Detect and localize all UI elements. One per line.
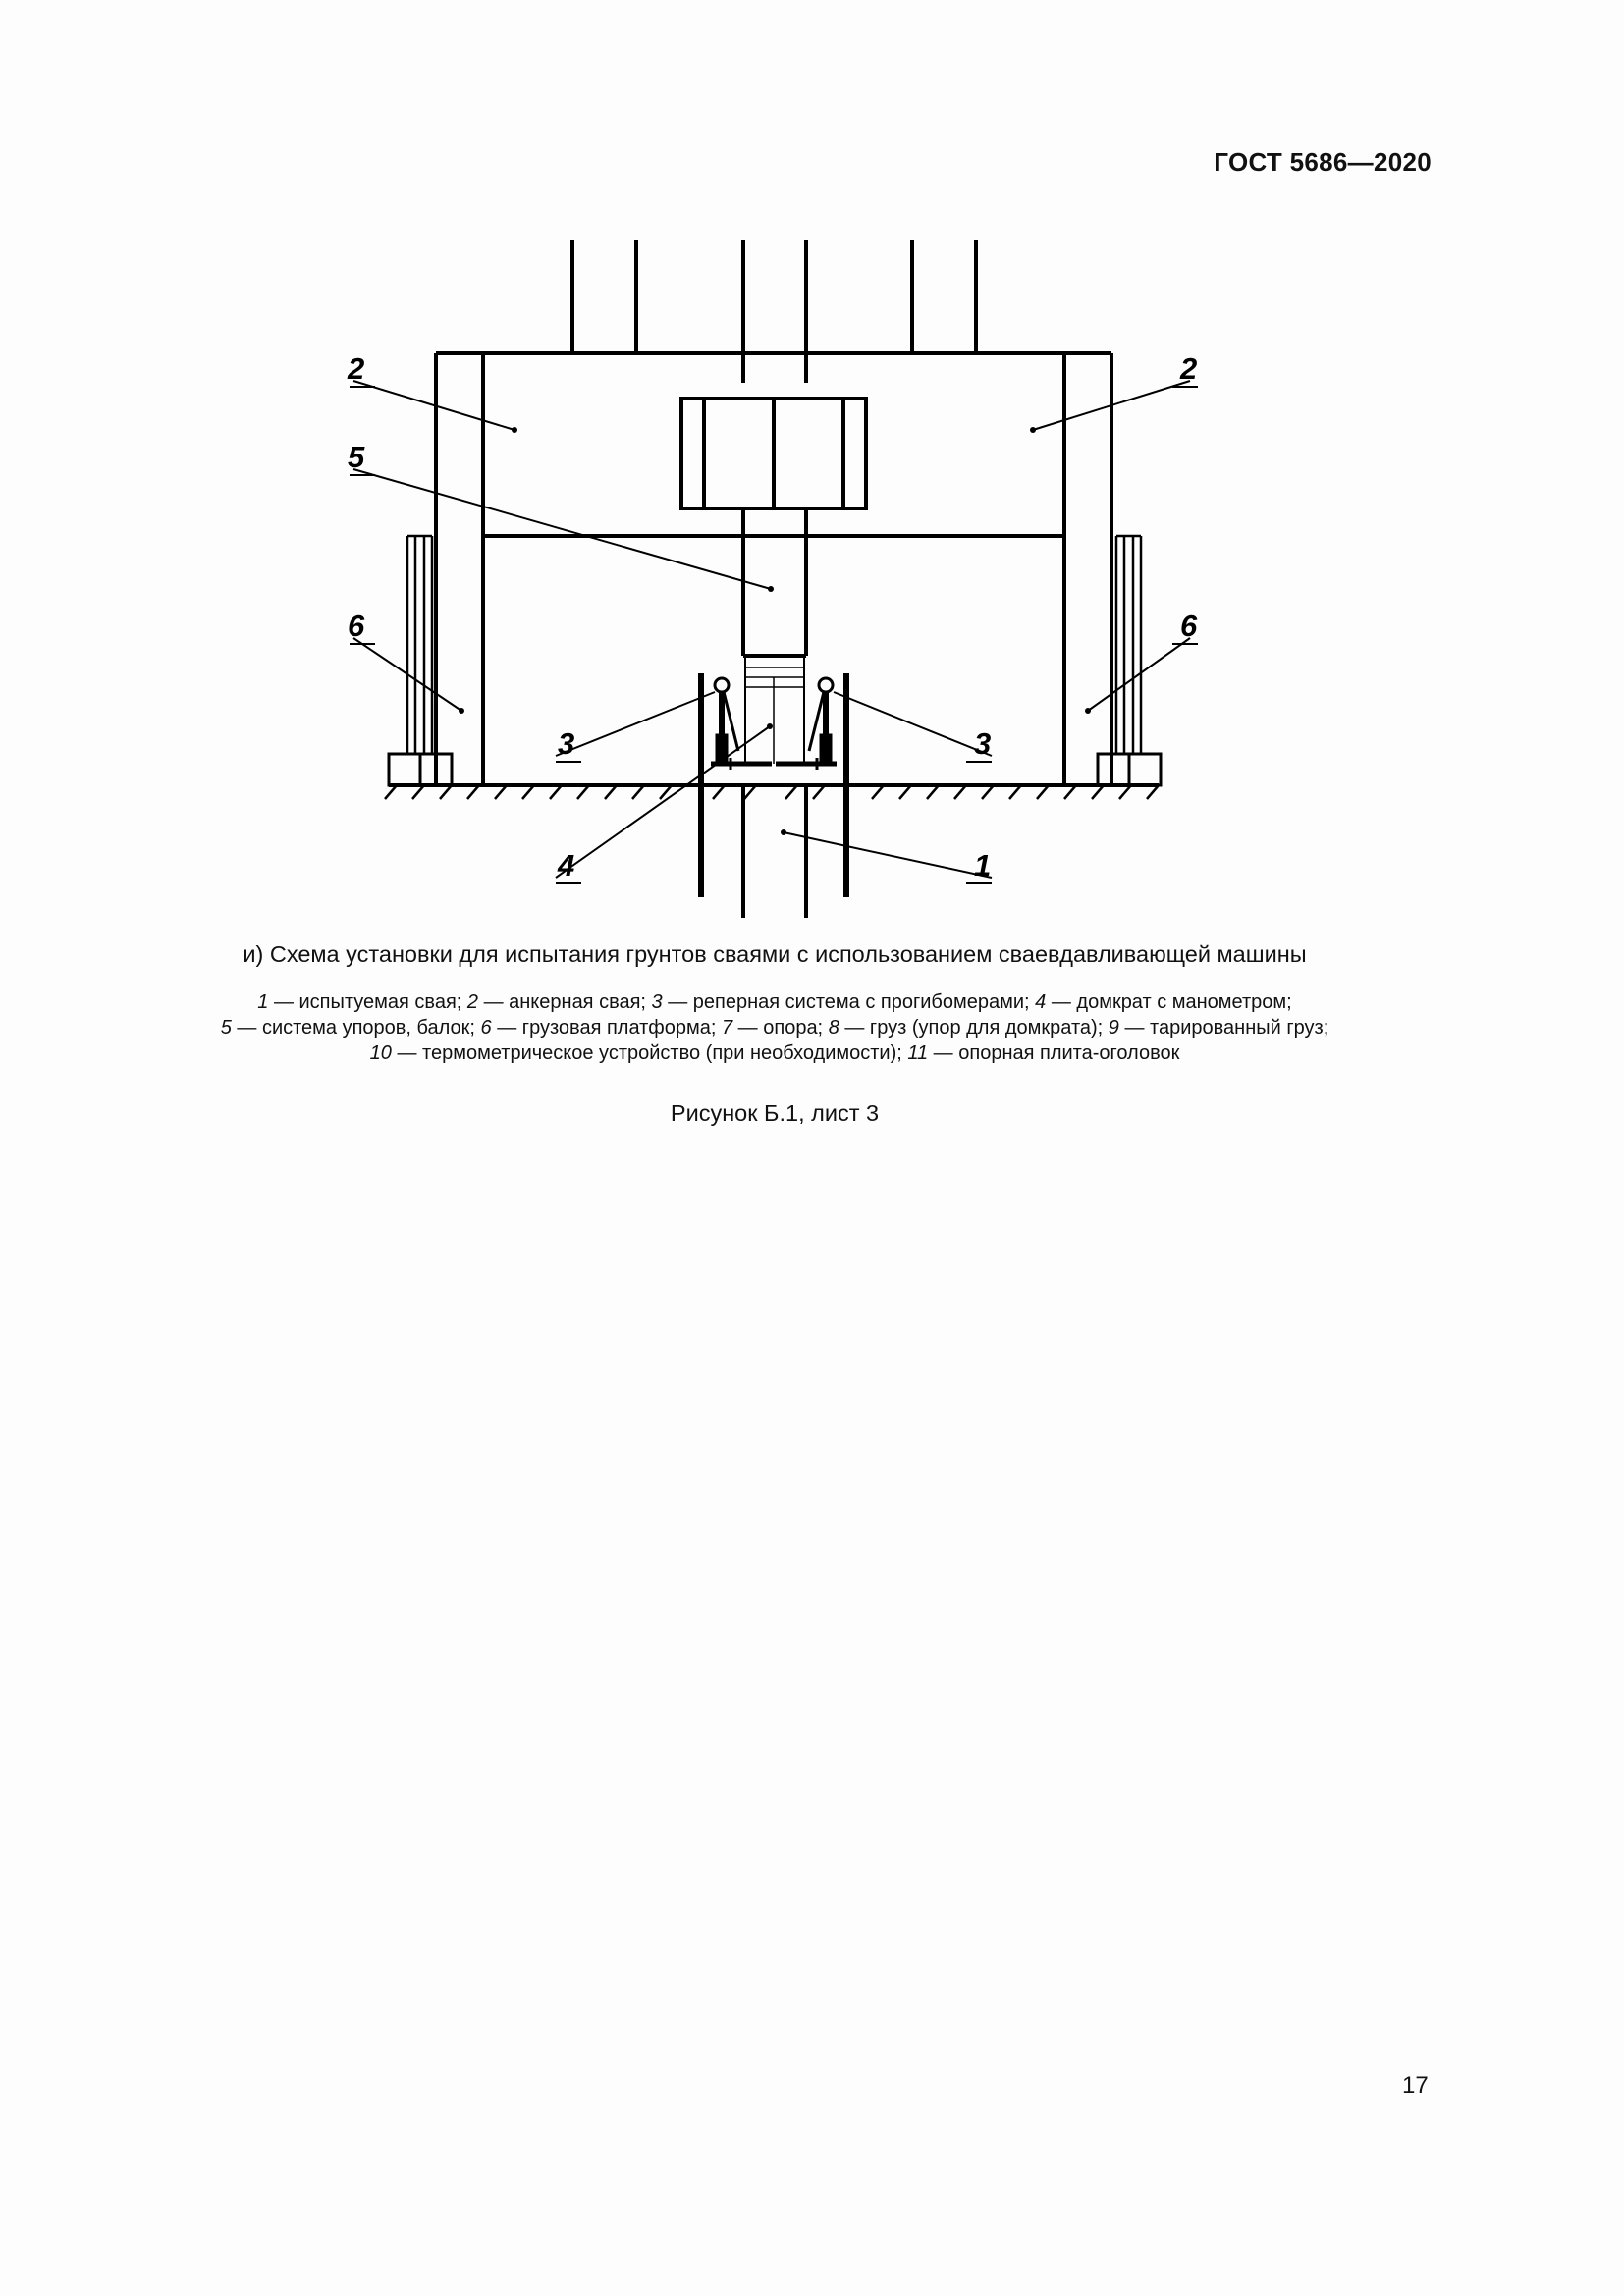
callout-4: 4 [558, 848, 575, 882]
legend-item-9: 9 — тарированный груз; [1108, 1017, 1329, 1039]
callout-3-left: 3 [558, 726, 575, 761]
callout-6-left: 6 [348, 609, 365, 643]
press-block [681, 399, 866, 508]
standard-designation: ГОСТ 5686—2020 [1214, 147, 1432, 177]
figure-subcaption: и) Схема установки для испытания грунтов сваями с использованием сваевдавливающей машины [243, 941, 1307, 967]
legend-line-3 [0, 1037, 1549, 1071]
ground-hatching [385, 785, 1159, 799]
cargo-platform-right [1098, 536, 1161, 785]
reference-system-right [776, 678, 837, 770]
legend-item-7: 7 — опора; [722, 1017, 829, 1039]
reference-system-left [711, 678, 772, 770]
callout-2-left: 2 [348, 351, 365, 386]
legend-item-4: 4 — домкрат с манометром; [1035, 991, 1292, 1013]
legend-item-3: 3 — реперная система с прогибомерами; [651, 991, 1036, 1013]
legend-item-6: 6 — грузовая платформа; [480, 1017, 722, 1039]
callout-5: 5 [348, 440, 365, 474]
ram-column [743, 508, 806, 764]
callout-6-right: 6 [1180, 609, 1198, 643]
callout-3-right: 3 [974, 726, 992, 761]
cargo-platform-left [389, 536, 452, 785]
callout-2-right: 2 [1180, 351, 1198, 386]
callout-1: 1 [974, 848, 992, 882]
legend-item-8: 8 — груз (упор для домкрата); [828, 1017, 1109, 1039]
figure-title: Рисунок Б.1, лист 3 [670, 1100, 880, 1126]
top-beams [572, 240, 976, 383]
legend-item-1: 1 — испытуемая свая; [257, 991, 467, 1013]
legend-item-5: 5 — система упоров, балок; [220, 1017, 481, 1039]
test-pile [743, 785, 806, 918]
pile-test-scheme-drawing [0, 0, 1624, 982]
legend-item-2: 2 — анкерная свая; [466, 991, 652, 1013]
legend-item-11: 11 — опорная плита-оголовок [907, 1042, 1180, 1064]
page-number: 17 [1402, 2072, 1429, 2099]
legend-item-10: 10 — термометрическое устройство (при необходимости); [369, 1042, 908, 1064]
